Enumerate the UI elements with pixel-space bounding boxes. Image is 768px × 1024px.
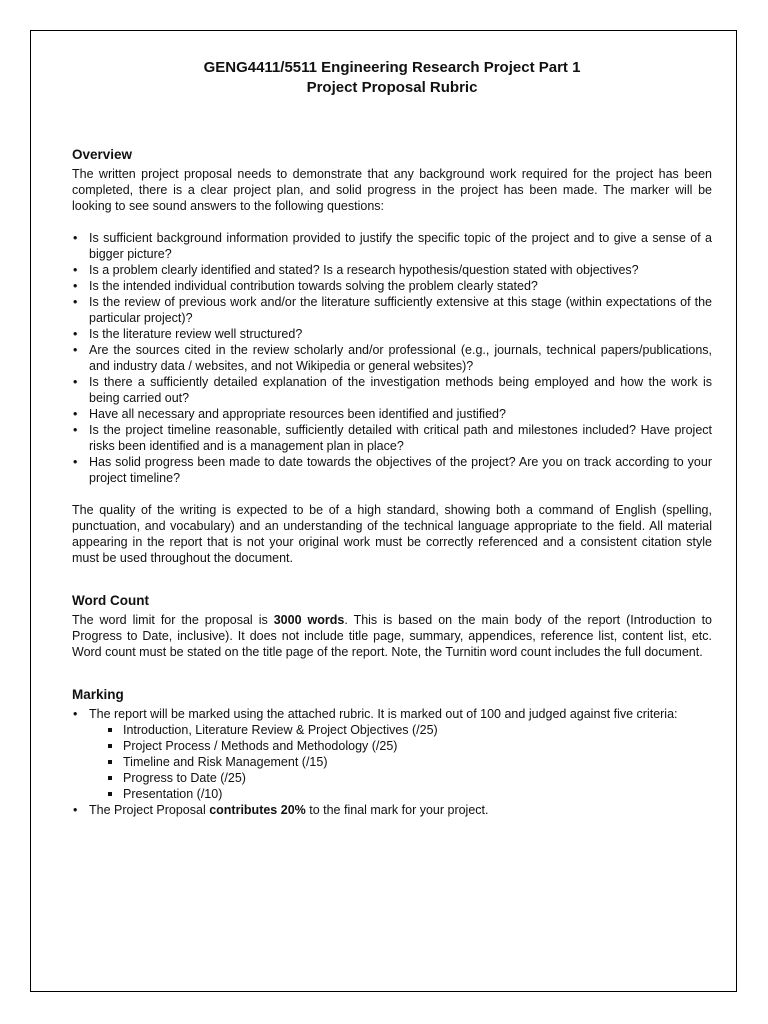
criteria-item: Presentation (/10) (106, 786, 712, 802)
question-item: • Have all necessary and appropriate resources been identified and justified? (72, 406, 712, 422)
marking-item (72, 802, 712, 818)
title-line-1: GENG4411/5511 Engineering Research Project Part 1 (203, 59, 581, 76)
criteria-item: Introduction, Literature Review & Project Objectives (/25) (106, 722, 712, 738)
marking-list (72, 706, 712, 818)
word-count-text-after: . This is based on the main body of the report (Introduction to Progress to Date, inclusive). It does not include title page, summary, appendices, reference list, content list, etc. Word count must be stated on the title page of the report. Note, the Turnitin word count includes the full document. (72, 613, 712, 659)
questions-list (72, 230, 712, 486)
word-count-heading: Word Count (72, 593, 149, 608)
overview-heading: Overview (72, 147, 133, 162)
title-line-2: Project Proposal Rubric (306, 79, 478, 96)
question-item: • Are the sources cited in the review scholarly and/or professional (e.g., journals, technical papers/publications, and industry data / websites, and not Wikipedia or general websites)? (72, 342, 712, 374)
question-item: • Has solid progress been made to date towards the objectives of the project? Are you on track according to your project timeline? (72, 454, 712, 486)
writing-quality-paragraph: The quality of the writing is expected to be of a high standard, showing both a command of English (spelling, punctuation, and vocabulary) and an understanding of the technical language appropriate to the field. All material appearing in the report that is not your original work must be correctly referenced and a consistent citation style must be used throughout the document. (72, 503, 712, 565)
question-item: • Is there a sufficiently detailed explanation of the investigation methods being employed and how the work is being carried out? (72, 374, 712, 406)
contribution-text-after: to the final mark for your project. (305, 803, 489, 817)
document-content (72, 58, 712, 818)
question-item: • Is the literature review well structured? (72, 326, 712, 342)
document-title (72, 58, 712, 98)
overview-intro: The written project proposal needs to demonstrate that any background work required for the project has been completed, there is a clear project plan, and solid progress in the project has been made. The marker will be looking to see sound answers to the following questions: (72, 167, 712, 213)
criteria-item: Project Process / Methods and Methodology (/25) (106, 738, 712, 754)
criteria-list (106, 722, 712, 802)
question-item: • Is the intended individual contribution towards solving the problem clearly stated? (72, 278, 712, 294)
criteria-item: Progress to Date (/25) (106, 770, 712, 786)
word-count-section (72, 592, 712, 660)
question-item: • Is sufficient background information provided to justify the specific topic of the project and to give a sense of a bigger picture? (72, 230, 712, 262)
overview-section (72, 146, 712, 566)
marking-section (72, 686, 712, 818)
criteria-item: Timeline and Risk Management (/15) (106, 754, 712, 770)
contribution-text-before: The Project Proposal (89, 803, 210, 817)
document-page (30, 30, 737, 992)
word-limit-value: 3000 words (273, 613, 345, 627)
marking-heading: Marking (72, 687, 124, 702)
question-item: • Is the review of previous work and/or the literature sufficiently extensive at this stage (within expectations of the particular project)? (72, 294, 712, 326)
question-item: • Is the project timeline reasonable, sufficiently detailed with critical path and milestones included? Have project risks been identified and is a management plan in place? (72, 422, 712, 454)
word-count-text-before: The word limit for the proposal is (72, 613, 274, 627)
contribution-value: contributes 20% (209, 803, 306, 817)
marking-item-text: The report will be marked using the attached rubric. It is marked out of 100 and judged against five criteria: (89, 707, 678, 721)
question-item: • Is a problem clearly identified and stated? Is a research hypothesis/question stated with objectives? (72, 262, 712, 278)
marking-item (72, 706, 712, 802)
word-count-paragraph (72, 612, 712, 660)
